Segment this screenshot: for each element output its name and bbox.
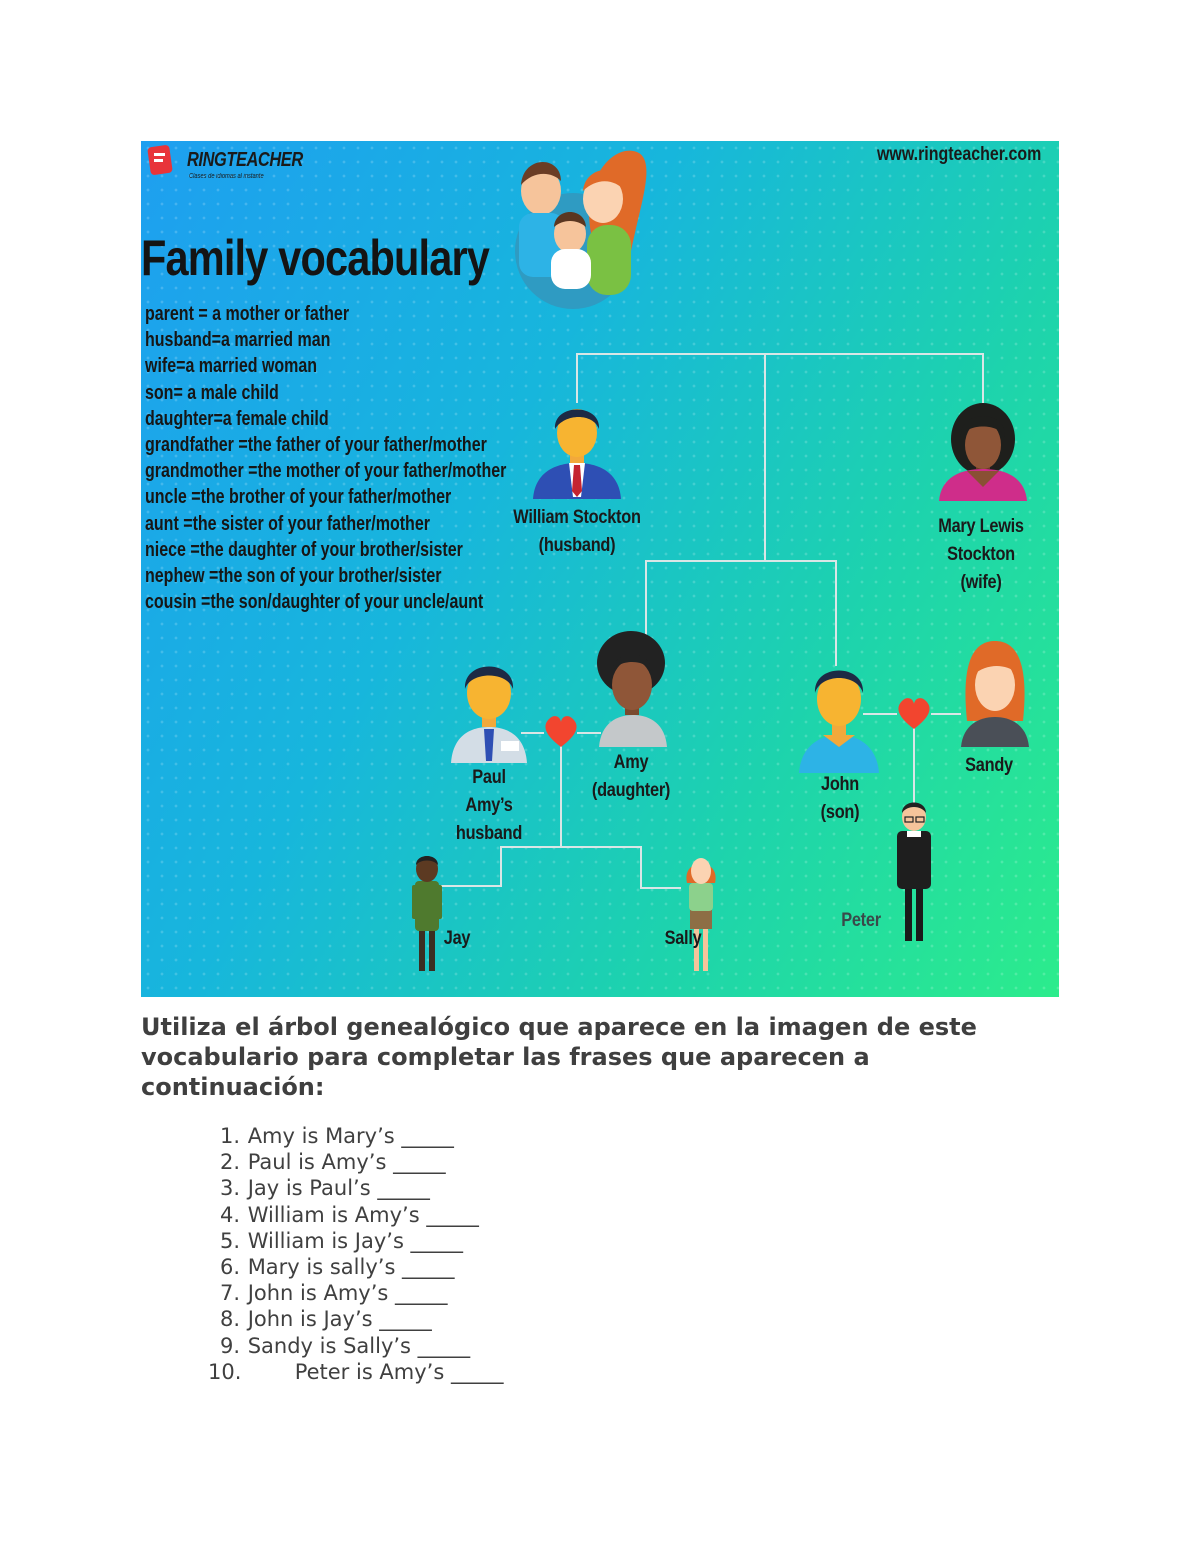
label-jay: Jay [443,928,471,949]
exercise-item [198,1333,503,1359]
brand-name: RINGTEACHER [187,149,303,171]
instructions-text: Utiliza el árbol genealógico que aparece en la imagen de este vocabulario para completar las frases que aparecen a continuación: [141,1013,977,1101]
vocabulary-item: nephew =the son of your brother/sister [145,564,442,587]
amy-avatar-icon [597,631,667,747]
sally-avatar-icon [686,858,715,971]
vocabulary-item: grandfather =the father of your father/mother [145,433,487,456]
vocabulary-item: son= a male child [145,381,279,404]
exercise-item [198,1202,503,1228]
exercise-number: 1. [219,1124,240,1148]
vocabulary-item: uncle =the brother of your father/mother [145,486,452,509]
exercise-text: Peter is Amy’s _____ [294,1359,504,1384]
exercise-item [198,1280,503,1306]
vocabulary-list [145,301,597,615]
label-sally: Sally [664,928,702,949]
vocabulary-item: aunt =the sister of your father/mother [145,512,430,535]
exercise-text: Sandy is Sally’s _____ [247,1333,471,1358]
exercise-text: Mary is sally’s _____ [247,1255,455,1280]
exercise-number: 9. [219,1333,240,1358]
jay-avatar-icon [412,856,442,971]
heart-icon [898,698,929,729]
vocabulary-item: grandmother =the mother of your father/mother [145,460,507,483]
exercise-text: William is Jay’s _____ [247,1228,464,1253]
sandy-avatar-icon [961,641,1029,747]
vocabulary-item: daughter=a female child [145,407,329,430]
exercise-text: John is Jay’s _____ [247,1307,432,1332]
label-paul: Paul Amy’s husband [455,767,523,844]
john-avatar-icon [799,671,879,774]
vocabulary-item: husband=a married man [145,329,331,352]
exercise-number: 6. [219,1255,240,1280]
exercise-item [198,1175,503,1201]
family-tree-infographic [141,141,1059,997]
infographic-title: Family vocabulary [141,230,490,286]
label-peter: Peter [841,910,881,931]
mary-avatar-icon [939,403,1027,501]
label-sandy: Sandy [965,755,1013,776]
label-john: John (son) [820,774,860,823]
vocabulary-item: parent = a mother or father [145,303,350,325]
site-url: www.ringteacher.com [877,144,1042,165]
exercise-item [198,1254,503,1280]
ringteacher-brand [147,143,303,183]
label-mary: Mary Lewis Stockton (wife) [938,516,1024,593]
exercise-list [198,1123,503,1385]
vocabulary-item: wife=a married woman [145,355,318,378]
label-amy: Amy (daughter) [591,752,671,801]
exercise-number: 10. [208,1359,242,1384]
exercise-number: 4. [219,1202,240,1227]
exercise-number: 5. [219,1228,240,1253]
vocabulary-item: niece =the daughter of your brother/sister [145,538,463,561]
exercise-item [198,1306,503,1332]
vocabulary-item: cousin =the son/daughter of your uncle/aunt [145,591,484,614]
exercise-item [198,1228,503,1254]
exercise-number: 7. [219,1281,240,1306]
label-william: William Stockton (husband) [513,507,641,556]
paul-avatar-icon [451,667,527,764]
exercise-number: 2. [219,1150,240,1175]
exercise-item [198,1359,503,1385]
exercise-item [198,1123,503,1149]
exercise-text: William is Amy’s _____ [247,1202,479,1227]
exercise-number: 8. [219,1307,240,1332]
heart-icon [545,716,576,747]
exercise-number: 3. [219,1176,240,1201]
exercise-text: Paul is Amy’s _____ [247,1150,446,1175]
exercise-item [198,1149,503,1175]
peter-avatar-icon [897,803,931,942]
exercise-text: Jay is Paul’s _____ [247,1176,430,1201]
brand-tagline: Clases de idiomas al instante [189,173,264,180]
family-illustration-icon [515,151,646,309]
exercise-text: John is Amy’s _____ [247,1281,448,1306]
exercise-text: Amy is Mary’s _____ [247,1124,454,1148]
